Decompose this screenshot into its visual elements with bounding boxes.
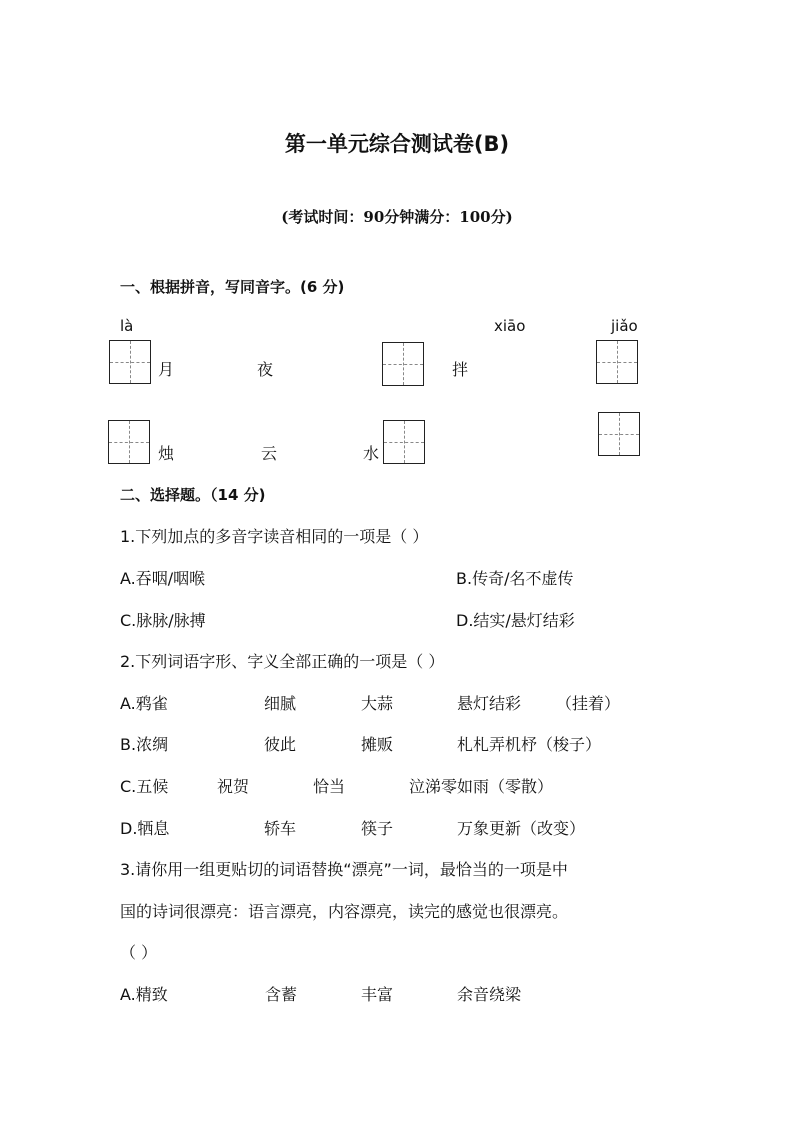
question-1-stem: 1.下列加点的多音字读音相同的一项是（ ） xyxy=(120,527,429,546)
word-char: 月 xyxy=(158,360,175,379)
q2-option-b[interactable]: B.浓绸 xyxy=(120,735,169,754)
section-1-heading: 一、根据拼音，写同音字。(6 分) xyxy=(120,278,345,296)
q3-option-a[interactable]: A.精致 xyxy=(120,985,168,1004)
question-3-stem-continued: 国的诗词很漂亮：语言漂亮，内容漂亮，读完的感觉也很漂亮。 xyxy=(120,902,569,921)
q2-word: 悬灯结彩 xyxy=(457,694,522,713)
pinyin-jiao: jiǎo xyxy=(611,317,638,335)
answer-parentheses: （ ） xyxy=(120,943,158,962)
section-2-heading: 二、选择题。（14 分) xyxy=(120,486,266,504)
writing-box[interactable] xyxy=(383,420,425,464)
question-3-stem: 3.请你用一组更贴切的词语替换“漂亮”一词，最恰当的一项是中 xyxy=(120,860,568,879)
q2-word: 万象更新（改变） xyxy=(457,819,586,838)
q3-word: 余音绕梁 xyxy=(457,985,522,1004)
q2-word: 轿车 xyxy=(264,819,297,838)
word-char: 水 xyxy=(363,444,380,463)
page-title: 第一单元综合测试卷(B) xyxy=(284,132,510,156)
writing-box[interactable] xyxy=(108,420,150,464)
q2-word: 祝贺 xyxy=(217,777,250,796)
exam-info: (考试时间：90分钟满分：100分) xyxy=(281,208,513,226)
word-char: 拌 xyxy=(452,360,469,379)
q2-word: 彼此 xyxy=(264,735,297,754)
q2-option-c[interactable]: C.五候 xyxy=(120,777,169,796)
q2-option-d[interactable]: D.牺息 xyxy=(120,819,170,838)
q1-option-b[interactable]: B.传奇/名不虚传 xyxy=(456,569,574,588)
writing-box[interactable] xyxy=(596,340,638,384)
pinyin-la: là xyxy=(120,317,134,335)
q2-word: 札札弄机杼（梭子） xyxy=(457,735,602,754)
pinyin-xiao: xiāo xyxy=(494,317,526,335)
q2-note: （挂着） xyxy=(556,694,621,713)
q1-option-c[interactable]: C.脉脉/脉搏 xyxy=(120,611,206,630)
word-char: 夜 xyxy=(257,360,274,379)
writing-box[interactable] xyxy=(109,340,151,384)
q2-word: 摊贩 xyxy=(361,735,394,754)
q2-word: 恰当 xyxy=(313,777,346,796)
question-2-stem: 2.下列词语字形、字义全部正确的一项是（ ） xyxy=(120,652,445,671)
q2-word: 大蒜 xyxy=(361,694,394,713)
writing-box[interactable] xyxy=(598,412,640,456)
q2-word: 细腻 xyxy=(264,694,297,713)
q2-word: 筷子 xyxy=(361,819,394,838)
q1-option-d[interactable]: D.结实/悬灯结彩 xyxy=(456,611,575,630)
word-char: 云 xyxy=(261,444,278,463)
q3-word: 含蓄 xyxy=(265,985,298,1004)
q2-word: 泣涕零如雨（零散） xyxy=(409,777,554,796)
word-char: 烛 xyxy=(158,444,175,463)
q2-option-a[interactable]: A.鸦雀 xyxy=(120,694,168,713)
writing-box[interactable] xyxy=(382,342,424,386)
q3-word: 丰富 xyxy=(361,985,394,1004)
q1-option-a[interactable]: A.吞咽/咽喉 xyxy=(120,569,206,588)
